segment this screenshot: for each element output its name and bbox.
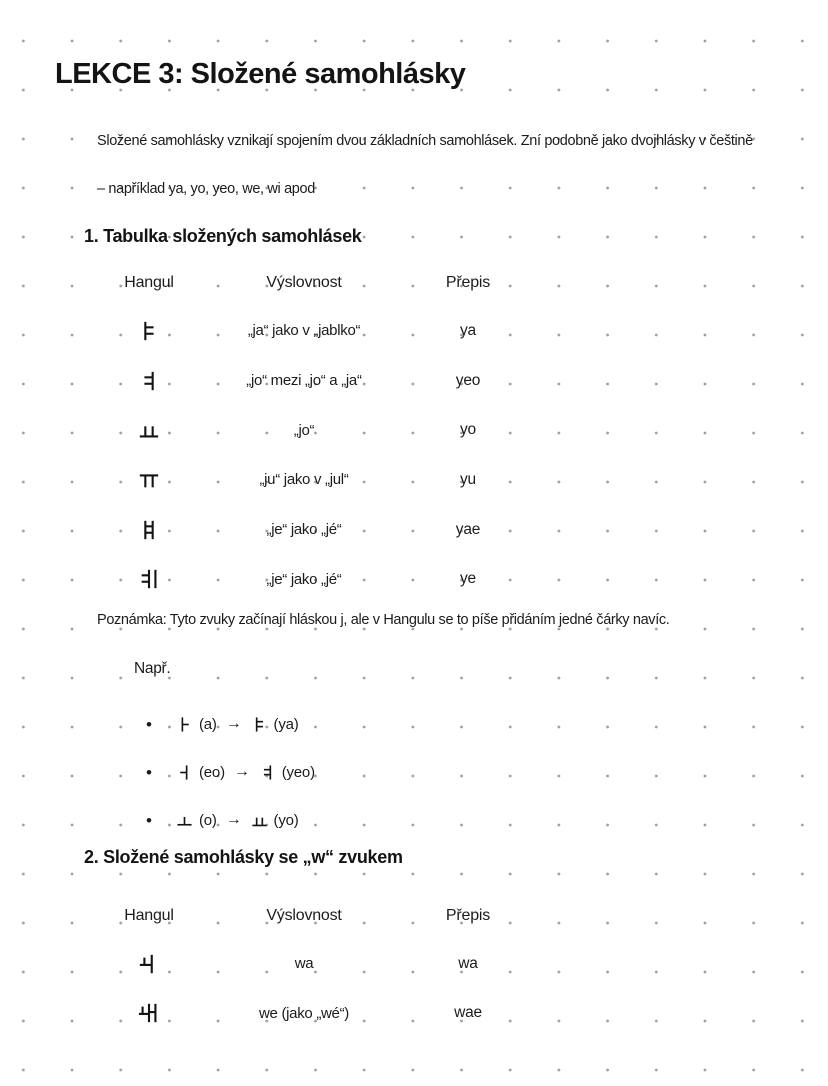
column-header-hangul: Hangul bbox=[124, 907, 174, 924]
hangul-jamo bbox=[176, 716, 193, 733]
intro-line-2: – například ya, yo, yeo, we, wi apod bbox=[97, 181, 315, 197]
jamo-romanization: (ya) bbox=[273, 715, 299, 733]
pronunciation-cell: „ju“ jako v „jul“ bbox=[259, 471, 349, 489]
hangul-jamo bbox=[251, 812, 268, 829]
hangul-jamo bbox=[251, 716, 268, 733]
transcription-cell: yo bbox=[460, 421, 476, 439]
column-header-hangul: Hangul bbox=[124, 274, 174, 291]
transcription-cell: ya bbox=[460, 321, 476, 339]
example-item bbox=[146, 748, 315, 796]
bullet-icon: • bbox=[146, 762, 152, 782]
hangul-jamo bbox=[176, 812, 193, 829]
pronunciation-cell: we (jako „wé“) bbox=[259, 1004, 349, 1022]
pronunciation-cell: „jo“ mezi „jo“ a „ja“ bbox=[246, 372, 362, 390]
hangul-jamo-cell bbox=[84, 405, 214, 455]
hangul-jamo-cell bbox=[84, 356, 214, 406]
column-header-pronunciation: Výslovnost bbox=[266, 907, 342, 924]
jamo-romanization: (yo) bbox=[273, 811, 299, 829]
note-text: Poznámka: Tyto zvuky začínají hláskou j, ale v Hangulu se to píše přidáním jedné čárky navíc. bbox=[97, 612, 670, 628]
transcription-cell: yu bbox=[460, 470, 476, 488]
hangul-jamo-cell bbox=[84, 939, 214, 989]
pronunciation-cell: „jo“ bbox=[293, 421, 315, 439]
example-content bbox=[176, 811, 299, 829]
transcription-cell: wae bbox=[454, 1004, 482, 1022]
intro-line-1: Složené samohlásky vznikají spojením dvou základních samohlásek. Zní podobně jako dvojhlásky v češtině bbox=[97, 133, 753, 149]
pronunciation-cell: wa bbox=[294, 955, 314, 973]
column-header-transcription: Přepis bbox=[445, 274, 491, 291]
hangul-jamo-cell bbox=[84, 554, 214, 604]
hangul-jamo-cell bbox=[84, 455, 214, 505]
jamo-romanization: (eo) bbox=[199, 763, 225, 781]
transcription-cell: yae bbox=[455, 520, 481, 538]
section-1-heading: 1. Tabulka složených samohlásek bbox=[84, 226, 362, 246]
arrow-icon: → bbox=[225, 715, 242, 732]
example-content bbox=[176, 763, 315, 781]
pronunciation-cell: „ja“ jako v „jablko“ bbox=[247, 322, 361, 340]
column-header-pronunciation: Výslovnost bbox=[266, 274, 342, 291]
pronunciation-cell: „je“ jako „jé“ bbox=[266, 521, 342, 539]
hangul-jamo bbox=[259, 764, 276, 781]
vowel-table-2 bbox=[84, 893, 542, 1038]
bullet-icon: • bbox=[146, 714, 152, 734]
arrow-icon: → bbox=[225, 811, 242, 828]
examples-label: Např. bbox=[134, 660, 171, 677]
transcription-cell: ye bbox=[460, 570, 476, 588]
example-content bbox=[176, 715, 299, 733]
transcription-cell: wa bbox=[458, 954, 478, 972]
example-item bbox=[146, 796, 315, 844]
hangul-jamo bbox=[176, 764, 193, 781]
section-2-heading: 2. Složené samohlásky se „w“ zvukem bbox=[84, 847, 403, 867]
page-title: LEKCE 3: Složené samohlásky bbox=[55, 58, 466, 90]
jamo-romanization: (o) bbox=[199, 811, 217, 829]
hangul-jamo-cell bbox=[84, 306, 214, 356]
arrow-icon: → bbox=[233, 763, 250, 780]
column-header-transcription: Přepis bbox=[445, 907, 491, 924]
example-item bbox=[146, 700, 315, 748]
examples-list bbox=[146, 700, 315, 844]
transcription-cell: yeo bbox=[455, 371, 481, 389]
jamo-romanization: (yeo) bbox=[281, 763, 315, 781]
pronunciation-cell: „je“ jako „jé“ bbox=[266, 570, 342, 588]
hangul-jamo-cell bbox=[84, 505, 214, 555]
jamo-romanization: (a) bbox=[199, 715, 217, 733]
bullet-icon: • bbox=[146, 810, 152, 830]
vowel-table-1 bbox=[84, 260, 542, 604]
hangul-jamo-cell bbox=[84, 989, 214, 1039]
